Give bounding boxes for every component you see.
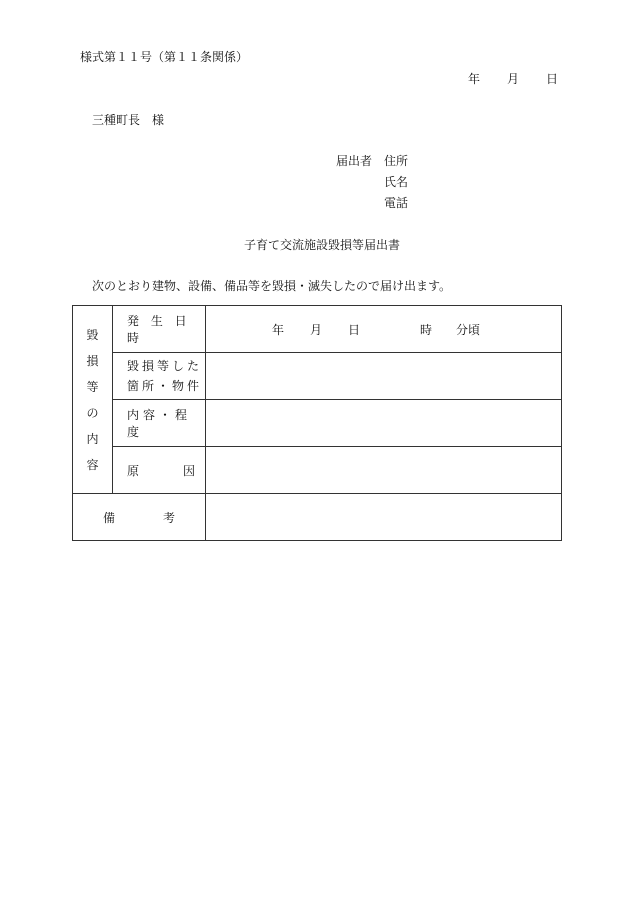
cause-label	[113, 447, 206, 494]
location-value-cell[interactable]	[206, 353, 562, 400]
location-label-line2: 箇所・物件	[127, 379, 203, 393]
remarks-label	[73, 494, 206, 541]
remarks-value-cell[interactable]	[206, 494, 562, 541]
occ-month: 月	[310, 322, 323, 337]
occ-minute: 分頃	[456, 322, 481, 337]
submitter-address-label: 住所	[384, 154, 409, 168]
date-day: 日	[546, 72, 559, 86]
table-row	[73, 400, 562, 447]
group-char: 毀	[86, 327, 99, 342]
content-label: 内容・程度	[113, 400, 206, 447]
occ-hour: 時	[420, 322, 433, 337]
group-char: 内	[86, 431, 99, 446]
form-number: 様式第１１号（第１１条関係）	[80, 50, 249, 64]
date-line	[468, 72, 558, 86]
remarks-char: 備	[103, 510, 116, 525]
group-char: の	[86, 405, 99, 420]
occ-year: 年	[272, 322, 285, 337]
remarks-char: 考	[162, 510, 175, 525]
intro-text: 次のとおり建物、設備、備品等を毀損・滅失したので届け出ます。	[92, 279, 452, 293]
location-label-line1: 毀損等した	[127, 359, 203, 373]
cause-char: 原	[127, 463, 140, 478]
location-label	[113, 353, 206, 400]
addressee: 三種町長 様	[92, 113, 165, 127]
document-title: 子育て交流施設毀損等届出書	[244, 238, 401, 252]
table-row	[73, 353, 562, 400]
content-value-cell[interactable]	[206, 400, 562, 447]
damage-report-table	[72, 305, 562, 541]
group-char: 損	[86, 353, 99, 368]
submitter-label: 届出者	[336, 154, 373, 168]
date-year: 年	[468, 72, 481, 86]
table-row	[73, 306, 562, 353]
date-month: 月	[507, 72, 520, 86]
cause-char: 因	[182, 463, 195, 478]
cause-value-cell[interactable]	[206, 447, 562, 494]
group-label-vertical	[73, 306, 113, 494]
occurrence-label: 発 生 日 時	[113, 306, 206, 353]
group-char: 等	[86, 379, 99, 394]
occurrence-value-cell[interactable]	[206, 306, 562, 353]
table-row	[73, 447, 562, 494]
occ-day: 日	[348, 322, 361, 337]
submitter-name-label: 氏名	[384, 175, 409, 189]
table-row	[73, 494, 562, 541]
submitter-phone-label: 電話	[384, 196, 409, 210]
group-char: 容	[86, 457, 99, 472]
